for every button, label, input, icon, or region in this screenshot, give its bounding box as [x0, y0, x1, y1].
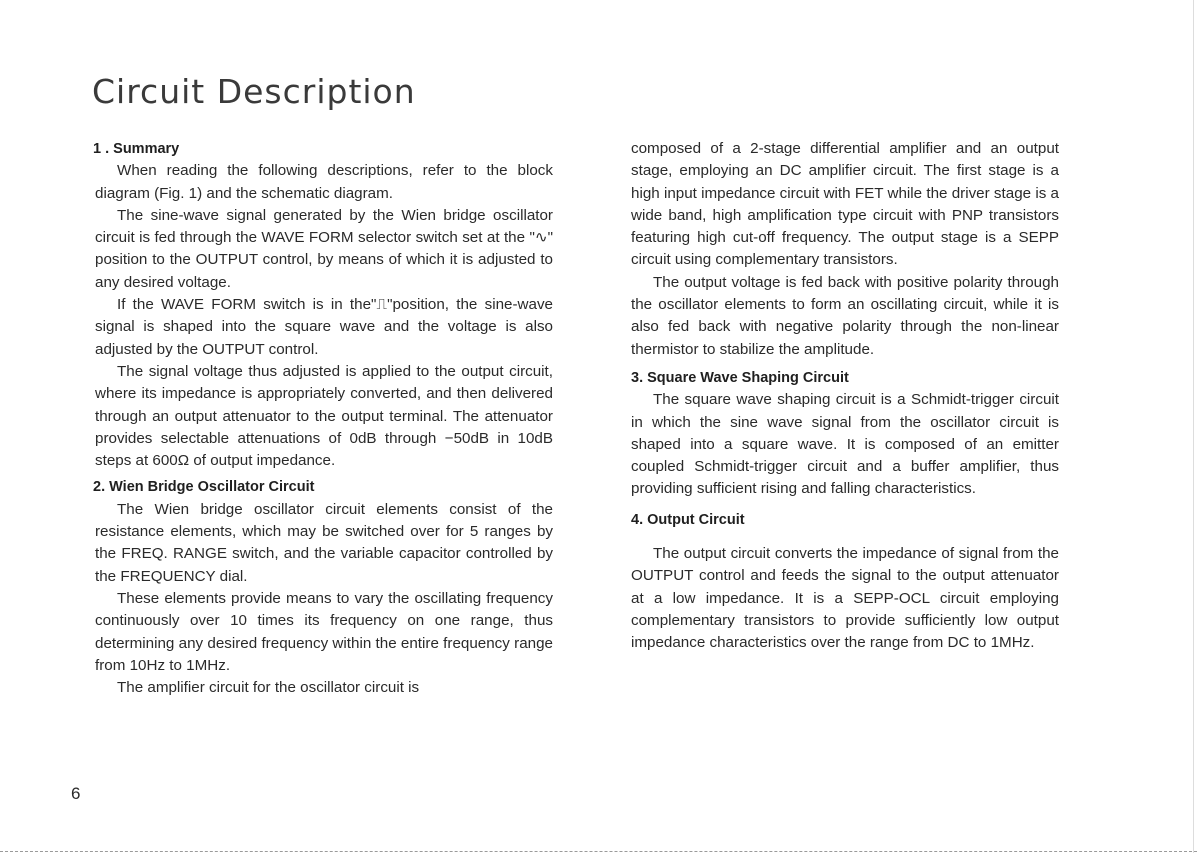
summary-paragraph-3: If the WAVE FORM switch is in the"⎍"position, the sine-wave signal is shaped into the square wave and the voltage is also adjusted by the OUTPUT control. — [95, 296, 553, 358]
square-wave-paragraph-1: The square wave shaping circuit is a Schmidt-trigger circuit in which the sine wave signal from the oscillator circuit is shaped into a square wave. It is composed of an emitter coupled Schmidt-trigger circuit and a buffer amplifier, thus providing sufficient rising and falling characteristics. — [631, 391, 1059, 498]
summary-paragraph-4: The signal voltage thus adjusted is applied to the output circuit, where its impedance is appropriately converted, and then delivered through an output attenuator to the output terminal. The attenuator provides selectable attenuations of 0dB through −50dB in 10dB steps at 600Ω of output impedance. — [95, 362, 553, 470]
page-number: 6 — [71, 784, 81, 803]
wien-bridge-paragraph-4: The output voltage is fed back with positive polarity through the oscillator elements to form an oscillating circuit, while it is also fed back with negative polarity through the non-linear thermistor to stabilize the amplitude. — [631, 273, 1059, 358]
page-right-edge — [1193, 0, 1194, 853]
summary-paragraph-1: When reading the following descriptions, refer to the block diagram (Fig. 1) and the schematic diagram. — [95, 162, 553, 202]
wien-bridge-paragraph-1: The Wien bridge oscillator circuit elements consist of the resistance elements, which may be switched over for 5 ranges by the FREQ. RANGE switch, and the variable capacitor controlled by the FREQUENCY dial. — [95, 500, 553, 585]
summary-paragraph-2: The sine-wave signal generated by the Wien bridge oscillator circuit is fed through the WAVE FORM selector switch set at the "∿" position to the OUTPUT control, by means of which it is adjusted to any desired voltage. — [95, 206, 553, 291]
section-heading-wien-bridge: 2. Wien Bridge Oscillator Circuit — [93, 479, 315, 496]
wien-bridge-paragraph-2: These elements provide means to vary the oscillating frequency continuously over 10 times its frequency on one range, thus determining any desired frequency within the entire frequency range from 10Hz to 1MHz. — [95, 589, 553, 674]
right-text-column — [631, 138, 1059, 655]
output-circuit-paragraph-1: The output circuit converts the impedance of signal from the OUTPUT control and feeds the signal to the output attenuator at a low impedance. It is a SEPP-OCL circuit employing complementary transistors to provide sufficiently low output impedance characteristics over the range from DC to 1MHz. — [631, 545, 1059, 652]
section-heading-output-circuit: 4. Output Circuit — [631, 511, 745, 528]
section-heading-square-wave: 3. Square Wave Shaping Circuit — [631, 369, 849, 386]
page-title: Circuit Description — [92, 72, 416, 111]
left-text-column — [95, 138, 553, 699]
section-heading-summary: 1 . Summary — [93, 141, 180, 157]
wien-bridge-paragraph-3-start: The amplifier circuit for the oscillator circuit is — [117, 679, 420, 697]
page-bottom-border — [0, 851, 1197, 852]
wien-bridge-paragraph-3-continued: composed of a 2-stage differential amplifier and an output stage, employing an DC amplifier circuit. The first stage is a high input impedance circuit with FET while the driver stage is a wide band, high amplification type circuit with PNP transistors featuring high cut-off frequency. The output stage is a SEPP circuit using complementary transistors. — [631, 140, 1059, 269]
